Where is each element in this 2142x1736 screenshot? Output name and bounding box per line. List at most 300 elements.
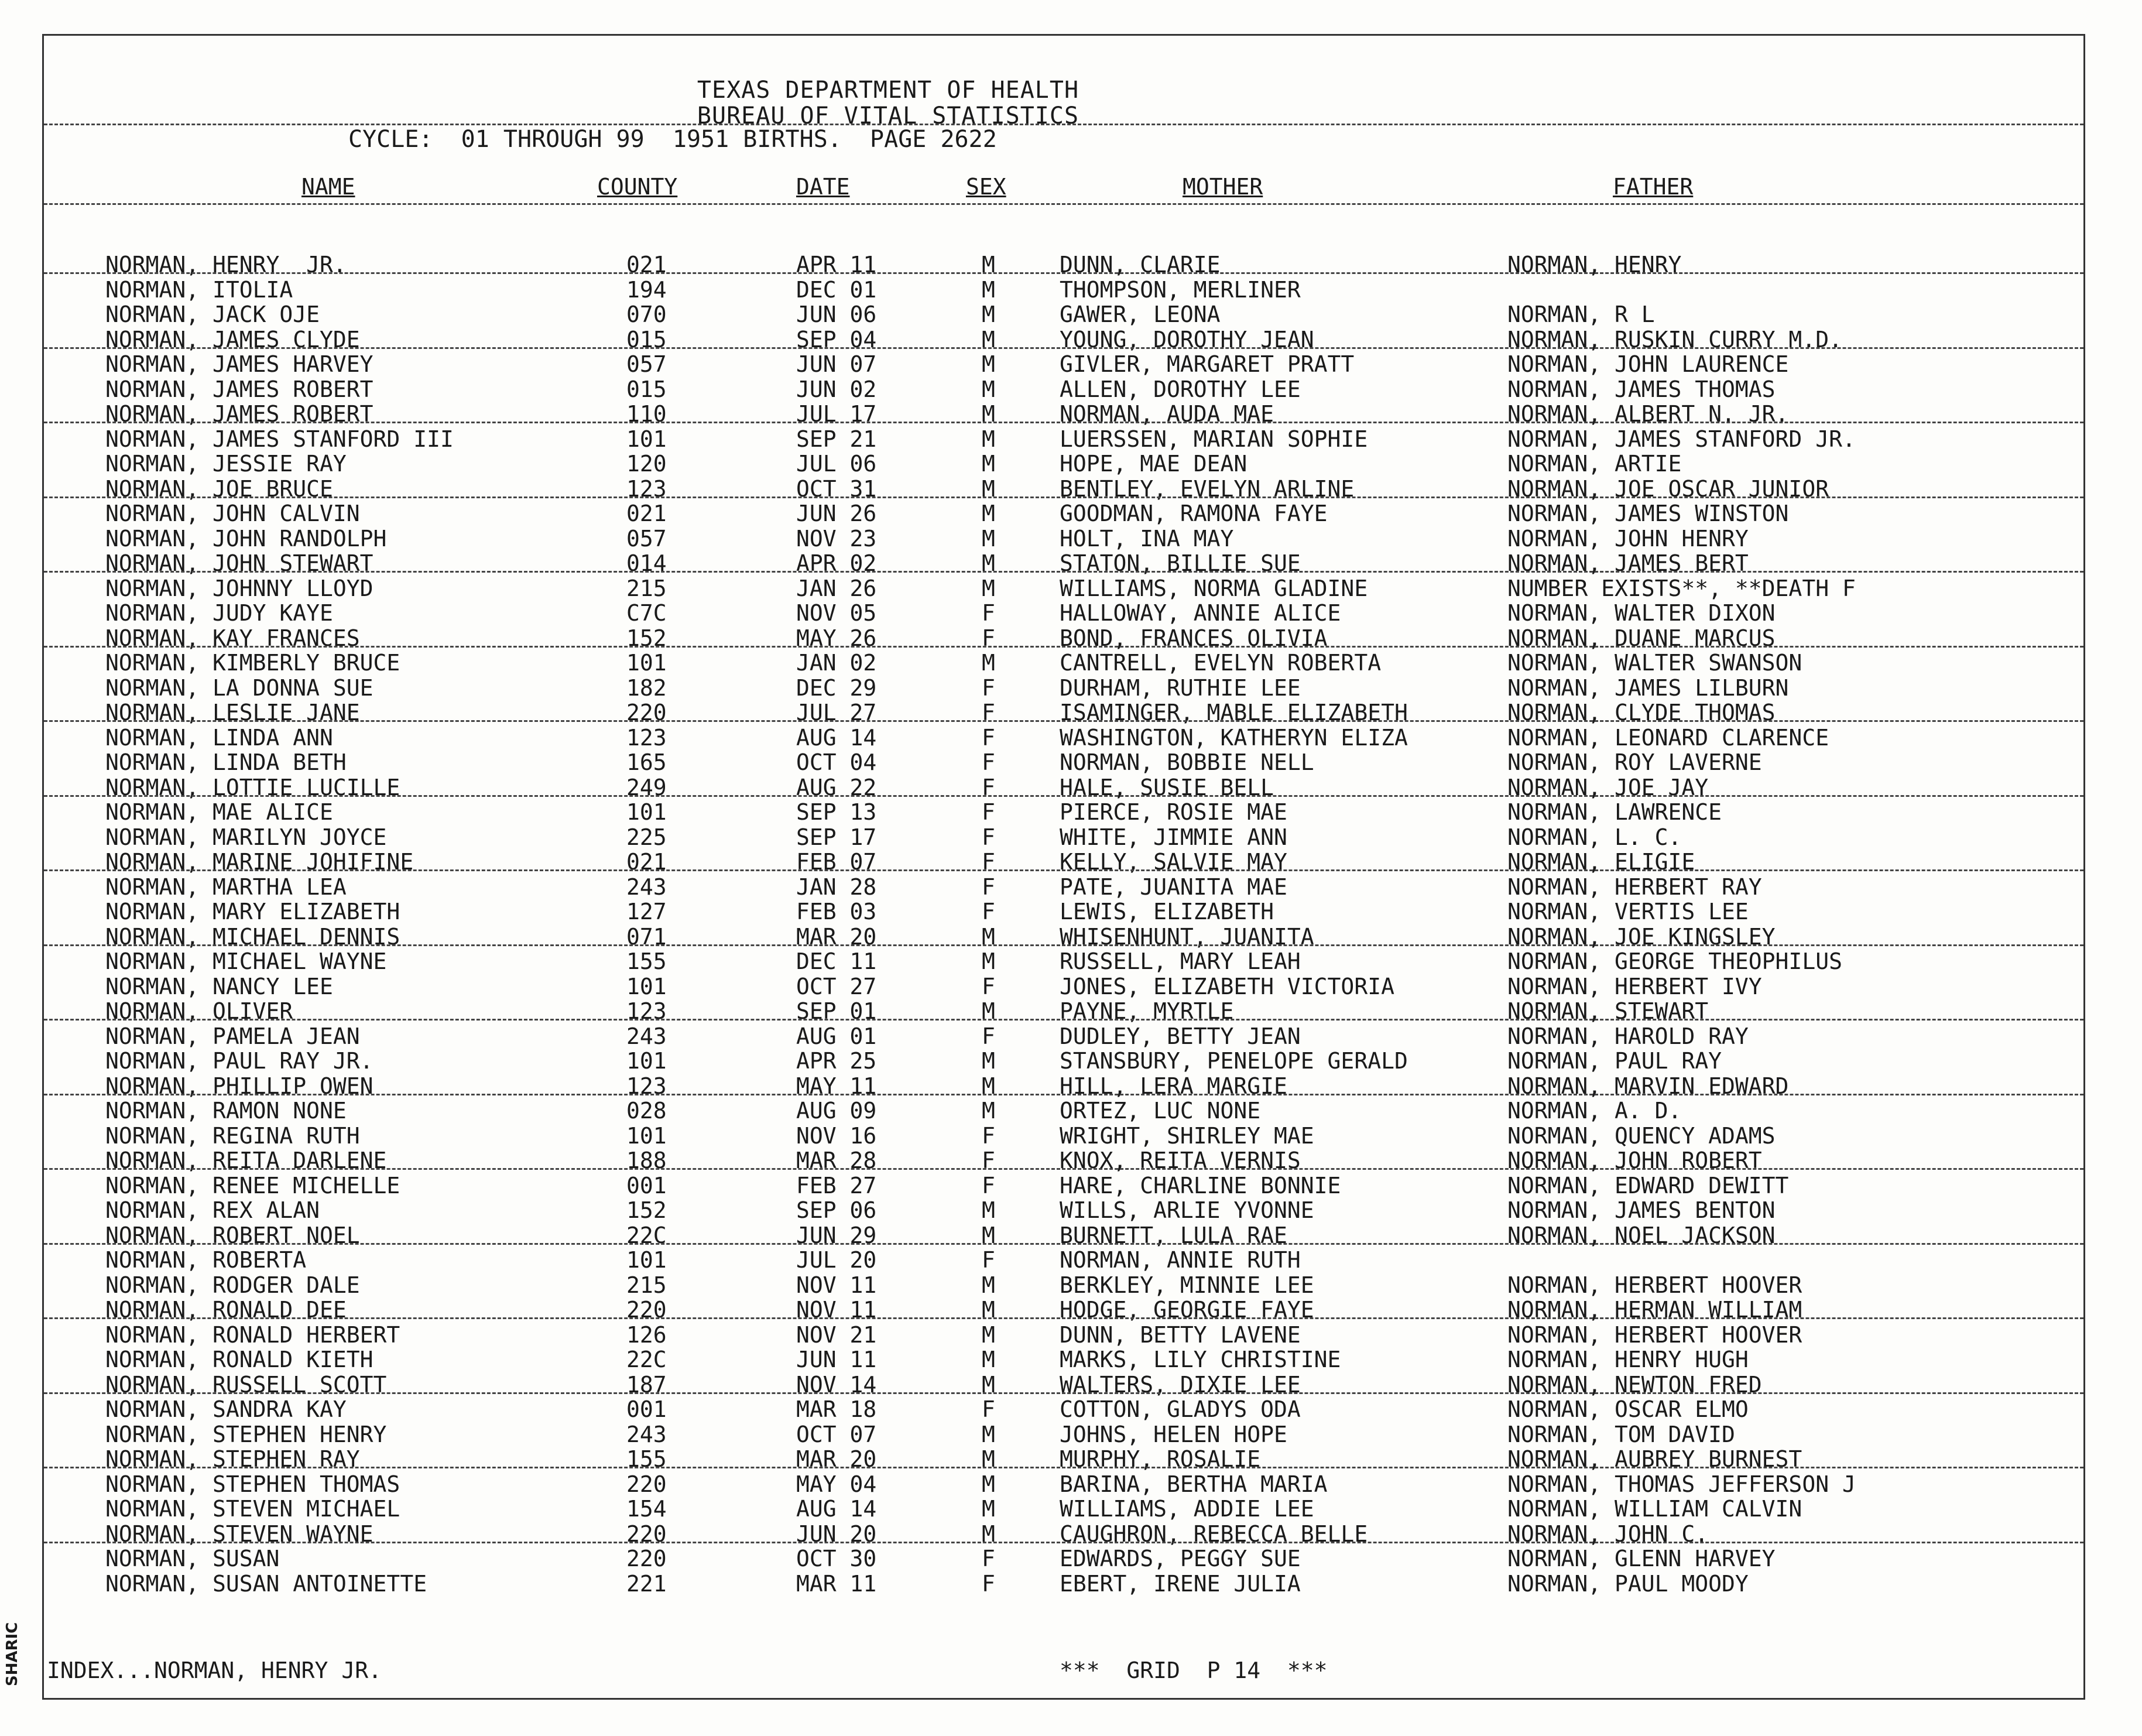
record-date: SEP 21 [796, 426, 877, 452]
record-sex: F [982, 1148, 995, 1173]
record-name: NORMAN, RENEE MICHELLE [105, 1172, 400, 1199]
record-father: NORMAN, JOHN LAURENCE [1507, 351, 1789, 377]
record-father: NORMAN, JOE JAY [1507, 774, 1709, 800]
record-name: NORMAN, SUSAN ANTOINETTE [105, 1570, 427, 1597]
record-name: NORMAN, STEPHEN THOMAS [105, 1471, 400, 1497]
record-sex: F [982, 973, 995, 999]
record-mother: MURPHY, ROSALIE [1060, 1446, 1261, 1472]
record-mother: RUSSELL, MARY LEAH [1060, 949, 1301, 974]
record-date: NOV 05 [796, 600, 877, 626]
record-sex: F [982, 799, 995, 825]
record-name: NORMAN, JAMES STANFORD III [105, 426, 454, 452]
record-sex: M [982, 1496, 995, 1522]
record-date: OCT 07 [796, 1421, 877, 1447]
record-county: 028 [626, 1098, 667, 1124]
record-mother: WHISENHUNT, JUANITA [1060, 923, 1314, 950]
record-row [44, 1522, 2083, 1547]
record-date: OCT 31 [796, 475, 877, 502]
record-name: NORMAN, RONALD HERBERT [105, 1321, 400, 1348]
record-date: APR 02 [796, 550, 877, 576]
record-sex: M [982, 376, 995, 402]
record-date: AUG 09 [796, 1098, 877, 1124]
record-father: NORMAN, JOHN ROBERT [1507, 1148, 1762, 1173]
record-mother: DUDLEY, BETTY JEAN [1060, 1023, 1301, 1049]
record-row [44, 501, 2083, 526]
record-sex: F [982, 824, 995, 850]
record-sex: M [982, 351, 995, 377]
record-date: OCT 27 [796, 973, 877, 999]
record-row [44, 626, 2083, 651]
record-county: 101 [626, 1122, 667, 1149]
record-father: NORMAN, L. C. [1507, 824, 1682, 850]
column-header-date: DATE [796, 174, 850, 200]
record-mother: HALLOWAY, ANNIE ALICE [1060, 600, 1341, 626]
record-row [44, 1447, 2083, 1472]
record-name: NORMAN, STEPHEN HENRY [105, 1421, 387, 1447]
record-mother: COTTON, GLADYS ODA [1060, 1396, 1301, 1422]
record-date: NOV 11 [796, 1272, 877, 1298]
record-county: 021 [626, 501, 667, 526]
record-father: NORMAN, CLYDE THOMAS [1507, 700, 1776, 725]
record-mother: PATE, JUANITA MAE [1060, 874, 1287, 900]
record-name: NORMAN, MARINE JOHIFINE [105, 849, 414, 875]
record-row [44, 899, 2083, 925]
record-row [44, 1323, 2083, 1348]
record-row [44, 800, 2083, 825]
record-father: NORMAN, OSCAR ELMO [1507, 1396, 1749, 1422]
record-name: NORMAN, PAMELA JEAN [105, 1023, 360, 1049]
record-mother: BURNETT, LULA RAE [1060, 1222, 1287, 1248]
record-father: NORMAN, JOHN HENRY [1507, 525, 1749, 552]
record-sex: M [982, 949, 995, 974]
record-father: NORMAN, JOHN C. [1507, 1521, 1709, 1547]
record-sex: M [982, 1048, 995, 1074]
record-name: NORMAN, RAMON NONE [105, 1098, 347, 1124]
record-row [44, 999, 2083, 1024]
record-county: 22C [626, 1222, 667, 1248]
record-county: 152 [626, 1197, 667, 1223]
record-sex: M [982, 326, 995, 352]
record-mother: EBERT, IRENE JULIA [1060, 1570, 1301, 1597]
record-mother: WILLS, ARLIE YVONNE [1060, 1197, 1314, 1223]
record-sex: M [982, 575, 995, 601]
record-name: NORMAN, KAY FRANCES [105, 625, 360, 651]
record-sex: M [982, 302, 995, 327]
record-father: NORMAN, NEWTON FRED [1507, 1371, 1762, 1398]
record-date: FEB 27 [796, 1172, 877, 1199]
record-sex: F [982, 600, 995, 626]
record-sex: M [982, 1197, 995, 1223]
record-mother: HALE, SUSIE BELL [1060, 774, 1274, 800]
record-sex: F [982, 625, 995, 651]
record-county: 155 [626, 1446, 667, 1472]
record-mother: DUNN, BETTY LAVENE [1060, 1321, 1301, 1348]
record-row [44, 676, 2083, 701]
record-date: MAR 20 [796, 923, 877, 950]
record-row [44, 1173, 2083, 1199]
record-father: NORMAN, HERMAN WILLIAM [1507, 1297, 1802, 1323]
header-rule [44, 124, 2083, 125]
record-name: NORMAN, JUDY KAYE [105, 600, 333, 626]
record-date: JUL 17 [796, 401, 877, 427]
record-mother: WASHINGTON, KATHERYN ELIZA [1060, 724, 1408, 751]
record-county: 014 [626, 550, 667, 576]
record-row [44, 1223, 2083, 1248]
record-name: NORMAN, JAMES ROBERT [105, 376, 373, 402]
record-father: NORMAN, JAMES BENTON [1507, 1197, 1776, 1223]
record-date: MAR 20 [796, 1446, 877, 1472]
record-mother: CAUGHRON, REBECCA BELLE [1060, 1521, 1368, 1547]
record-date: SEP 01 [796, 998, 877, 1024]
record-sex: M [982, 1446, 995, 1472]
record-mother: HOLT, INA MAY [1060, 525, 1234, 552]
record-mother: DURHAM, RUTHIE LEE [1060, 674, 1301, 701]
record-row [44, 725, 2083, 751]
record-sex: M [982, 1297, 995, 1323]
record-name: NORMAN, MICHAEL WAYNE [105, 949, 387, 974]
record-sex: F [982, 1396, 995, 1422]
record-father: NORMAN, ALBERT N. JR. [1507, 401, 1789, 427]
side-label: SHARIC [4, 1622, 21, 1686]
record-name: NORMAN, RONALD DEE [105, 1297, 347, 1323]
record-county: 021 [626, 849, 667, 875]
record-sex: M [982, 1421, 995, 1447]
department-title: TEXAS DEPARTMENT OF HEALTH [697, 77, 1079, 104]
record-date: JUN 20 [796, 1521, 877, 1547]
record-father: NORMAN, JOE OSCAR JUNIOR [1507, 475, 1829, 502]
column-header-father: FATHER [1613, 174, 1694, 200]
record-sex: M [982, 1521, 995, 1547]
record-father: NORMAN, LAWRENCE [1507, 799, 1722, 825]
record-county: 070 [626, 302, 667, 327]
record-row [44, 700, 2083, 725]
record-mother: WILLIAMS, ADDIE LEE [1060, 1496, 1314, 1522]
record-date: APR 11 [796, 252, 877, 278]
record-date: APR 25 [796, 1048, 877, 1074]
record-row [44, 1148, 2083, 1173]
record-father: NUMBER EXISTS**, **DEATH F [1507, 575, 1856, 601]
record-row [44, 1297, 2083, 1323]
record-father: NORMAN, HAROLD RAY [1507, 1023, 1749, 1049]
record-row [44, 1422, 2083, 1447]
record-county: 220 [626, 1546, 667, 1571]
record-date: MAR 18 [796, 1396, 877, 1422]
record-sex: F [982, 674, 995, 701]
record-sex: M [982, 1471, 995, 1497]
record-date: SEP 06 [796, 1197, 877, 1223]
record-row [44, 750, 2083, 775]
record-mother: GOODMAN, RAMONA FAYE [1060, 501, 1328, 526]
record-row [44, 775, 2083, 800]
record-county: 243 [626, 1023, 667, 1049]
record-father: NORMAN, STEWART [1507, 998, 1709, 1024]
record-row [44, 974, 2083, 999]
record-date: MAR 28 [796, 1148, 877, 1173]
column-header-county: COUNTY [597, 174, 678, 200]
record-mother: PAYNE, MYRTLE [1060, 998, 1234, 1024]
record-row [44, 1472, 2083, 1497]
record-date: JAN 02 [796, 650, 877, 676]
record-father: NORMAN, TOM DAVID [1507, 1421, 1735, 1447]
record-mother: DUNN, CLARIE [1060, 252, 1221, 278]
record-row [44, 1273, 2083, 1298]
record-row [44, 825, 2083, 850]
record-county: 101 [626, 799, 667, 825]
record-county: 001 [626, 1172, 667, 1199]
record-father: NORMAN, ELIGIE [1507, 849, 1695, 875]
record-sex: F [982, 849, 995, 875]
record-mother: BENTLEY, EVELYN ARLINE [1060, 475, 1355, 502]
record-father: NORMAN, HENRY [1507, 252, 1682, 278]
record-mother: JOHNS, HELEN HOPE [1060, 1421, 1287, 1447]
record-name: NORMAN, MARTHA LEA [105, 874, 347, 900]
record-row [44, 1248, 2083, 1273]
record-sex: F [982, 700, 995, 725]
record-mother: BOND, FRANCES OLIVIA [1060, 625, 1328, 651]
record-row [44, 1546, 2083, 1571]
record-mother: NORMAN, BOBBIE NELL [1060, 749, 1314, 775]
record-county: 101 [626, 1048, 667, 1074]
record-name: NORMAN, OLIVER [105, 998, 293, 1024]
record-county: 021 [626, 252, 667, 278]
record-name: NORMAN, JACK OJE [105, 302, 320, 327]
record-date: OCT 04 [796, 749, 877, 775]
cycle-line: CYCLE: 01 THROUGH 99 1951 BIRTHS. PAGE 2622 [348, 126, 997, 153]
record-date: JUN 11 [796, 1347, 877, 1372]
record-row [44, 850, 2083, 875]
record-name: NORMAN, PAUL RAY JR. [105, 1048, 373, 1074]
record-row [44, 875, 2083, 900]
record-sex: F [982, 899, 995, 925]
record-row [44, 1198, 2083, 1223]
record-sex: M [982, 923, 995, 950]
record-county: 015 [626, 326, 667, 352]
record-mother: HOPE, MAE DEAN [1060, 451, 1247, 477]
record-county: 123 [626, 1073, 667, 1099]
footer-index: INDEX...NORMAN, HENRY JR. [47, 1658, 382, 1683]
record-father: NORMAN, HERBERT IVY [1507, 973, 1762, 999]
record-date: AUG 14 [796, 724, 877, 751]
record-name: NORMAN, KIMBERLY BRUCE [105, 650, 400, 676]
record-mother: WRIGHT, SHIRLEY MAE [1060, 1122, 1314, 1149]
record-sex: F [982, 774, 995, 800]
record-county: C7C [626, 600, 667, 626]
record-date: MAY 04 [796, 1471, 877, 1497]
record-county: 127 [626, 899, 667, 925]
record-date: JUL 06 [796, 451, 877, 477]
record-county: 152 [626, 625, 667, 651]
record-county: 057 [626, 351, 667, 377]
record-sex: M [982, 1371, 995, 1398]
record-mother: GIVLER, MARGARET PRATT [1060, 351, 1355, 377]
record-father: NORMAN, JAMES WINSTON [1507, 501, 1789, 526]
record-date: AUG 14 [796, 1496, 877, 1522]
record-father: NORMAN, JAMES THOMAS [1507, 376, 1776, 402]
record-name: NORMAN, JAMES ROBERT [105, 401, 373, 427]
record-name: NORMAN, RUSSELL SCOTT [105, 1371, 387, 1398]
record-county: 220 [626, 1471, 667, 1497]
record-father: NORMAN, WALTER SWANSON [1507, 650, 1802, 676]
record-sex: M [982, 426, 995, 452]
record-father: NORMAN, AUBREY BURNEST [1507, 1446, 1802, 1472]
record-county: 071 [626, 923, 667, 950]
record-county: 194 [626, 276, 667, 303]
record-father: NORMAN, ARTIE [1507, 451, 1682, 477]
record-mother: NORMAN, AUDA MAE [1060, 401, 1274, 427]
record-date: AUG 01 [796, 1023, 877, 1049]
record-mother: LEWIS, ELIZABETH [1060, 899, 1274, 925]
record-date: JUN 06 [796, 302, 877, 327]
record-name: NORMAN, ITOLIA [105, 276, 293, 303]
record-mother: WALTERS, DIXIE LEE [1060, 1371, 1301, 1398]
record-name: NORMAN, RODGER DALE [105, 1272, 360, 1298]
record-county: 155 [626, 949, 667, 974]
record-county: 215 [626, 1272, 667, 1298]
record-county: 243 [626, 874, 667, 900]
record-father: NORMAN, JAMES STANFORD JR. [1507, 426, 1856, 452]
record-county: 101 [626, 426, 667, 452]
record-mother: YOUNG, DOROTHY JEAN [1060, 326, 1314, 352]
record-name: NORMAN, MICHAEL DENNIS [105, 923, 400, 950]
record-sex: F [982, 749, 995, 775]
record-mother: EDWARDS, PEGGY SUE [1060, 1546, 1301, 1571]
record-mother: STANSBURY, PENELOPE GERALD [1060, 1048, 1408, 1074]
record-sex: M [982, 1222, 995, 1248]
record-row [44, 1372, 2083, 1398]
record-county: 182 [626, 674, 667, 701]
record-county: 126 [626, 1321, 667, 1348]
record-mother: HODGE, GEORGIE FAYE [1060, 1297, 1314, 1323]
record-row [44, 650, 2083, 676]
record-name: NORMAN, LINDA ANN [105, 724, 333, 751]
record-row [44, 925, 2083, 950]
record-row [44, 551, 2083, 576]
record-row [44, 1397, 2083, 1422]
record-father: NORMAN, WILLIAM CALVIN [1507, 1496, 1802, 1522]
record-name: NORMAN, SANDRA KAY [105, 1396, 347, 1422]
record-name: NORMAN, MARY ELIZABETH [105, 899, 400, 925]
record-sex: F [982, 1122, 995, 1149]
record-name: NORMAN, ROBERTA [105, 1247, 307, 1273]
record-name: NORMAN, ROBERT NOEL [105, 1222, 360, 1248]
record-date: OCT 30 [796, 1546, 877, 1571]
record-mother: STATON, BILLIE SUE [1060, 550, 1301, 576]
record-date: JUL 20 [796, 1247, 877, 1273]
record-county: 001 [626, 1396, 667, 1422]
record-row [44, 526, 2083, 552]
record-county: 187 [626, 1371, 667, 1398]
record-mother: HILL, LERA MARGIE [1060, 1073, 1287, 1099]
record-date: JUN 29 [796, 1222, 877, 1248]
record-county: 249 [626, 774, 667, 800]
record-county: 110 [626, 401, 667, 427]
record-mother: BARINA, BERTHA MARIA [1060, 1471, 1328, 1497]
record-date: SEP 17 [796, 824, 877, 850]
column-header-rule [44, 203, 2083, 205]
column-header-name: NAME [301, 174, 355, 200]
record-county: 165 [626, 749, 667, 775]
column-header-mother: MOTHER [1183, 174, 1263, 200]
microfiche-sheet [42, 34, 2085, 1700]
record-sex: M [982, 475, 995, 502]
record-date: NOV 14 [796, 1371, 877, 1398]
record-name: NORMAN, STEVEN MICHAEL [105, 1496, 400, 1522]
record-date: NOV 11 [796, 1297, 877, 1323]
record-county: 057 [626, 525, 667, 552]
column-header-sex: SEX [966, 174, 1006, 200]
record-sex: M [982, 451, 995, 477]
record-father: NORMAN, WALTER DIXON [1507, 600, 1776, 626]
record-date: AUG 22 [796, 774, 877, 800]
record-mother: WHITE, JIMMIE ANN [1060, 824, 1287, 850]
record-date: NOV 23 [796, 525, 877, 552]
record-county: 243 [626, 1421, 667, 1447]
record-date: SEP 13 [796, 799, 877, 825]
record-father: NORMAN, HENRY HUGH [1507, 1347, 1749, 1372]
record-mother: KELLY, SALVIE MAY [1060, 849, 1287, 875]
record-date: JUN 02 [796, 376, 877, 402]
record-row [44, 576, 2083, 601]
record-county: 221 [626, 1570, 667, 1597]
record-name: NORMAN, JOHN RANDOLPH [105, 525, 387, 552]
record-sex: F [982, 724, 995, 751]
record-county: 220 [626, 1521, 667, 1547]
record-name: NORMAN, JAMES CLYDE [105, 326, 360, 352]
record-name: NORMAN, JOHN STEWART [105, 550, 373, 576]
record-name: NORMAN, LINDA BETH [105, 749, 347, 775]
record-row [44, 1497, 2083, 1522]
record-sex: F [982, 1023, 995, 1049]
record-father: NORMAN, THOMAS JEFFERSON J [1507, 1471, 1856, 1497]
record-sex: F [982, 1570, 995, 1597]
record-date: MAY 11 [796, 1073, 877, 1099]
record-mother: KNOX, REITA VERNIS [1060, 1148, 1301, 1173]
record-county: 188 [626, 1148, 667, 1173]
record-sex: M [982, 401, 995, 427]
record-date: JAN 26 [796, 575, 877, 601]
record-father: NORMAN, A. D. [1507, 1098, 1682, 1124]
record-row [44, 1124, 2083, 1149]
record-father: NORMAN, GEORGE THEOPHILUS [1507, 949, 1842, 974]
record-row [44, 252, 2083, 278]
record-row [44, 1098, 2083, 1124]
record-father: NORMAN, DUANE MARCUS [1507, 625, 1776, 651]
record-county: 220 [626, 1297, 667, 1323]
record-mother: MARKS, LILY CHRISTINE [1060, 1347, 1341, 1372]
record-row [44, 601, 2083, 626]
record-mother: ORTEZ, LUC NONE [1060, 1098, 1261, 1124]
record-date: JAN 28 [796, 874, 877, 900]
record-mother: BERKLEY, MINNIE LEE [1060, 1272, 1314, 1298]
record-sex: M [982, 525, 995, 552]
record-date: FEB 07 [796, 849, 877, 875]
record-county: 154 [626, 1496, 667, 1522]
record-date: JUN 26 [796, 501, 877, 526]
record-county: 123 [626, 998, 667, 1024]
record-county: 123 [626, 475, 667, 502]
record-row [44, 352, 2083, 377]
record-sex: M [982, 550, 995, 576]
record-date: MAR 11 [796, 1570, 877, 1597]
record-father: NORMAN, ROY LAVERNE [1507, 749, 1762, 775]
record-father: NORMAN, R L [1507, 302, 1655, 327]
record-county: 101 [626, 1247, 667, 1273]
record-row [44, 377, 2083, 402]
record-name: NORMAN, JESSIE RAY [105, 451, 347, 477]
record-sex: M [982, 1272, 995, 1298]
record-sex: M [982, 252, 995, 278]
record-mother: JONES, ELIZABETH VICTORIA [1060, 973, 1394, 999]
